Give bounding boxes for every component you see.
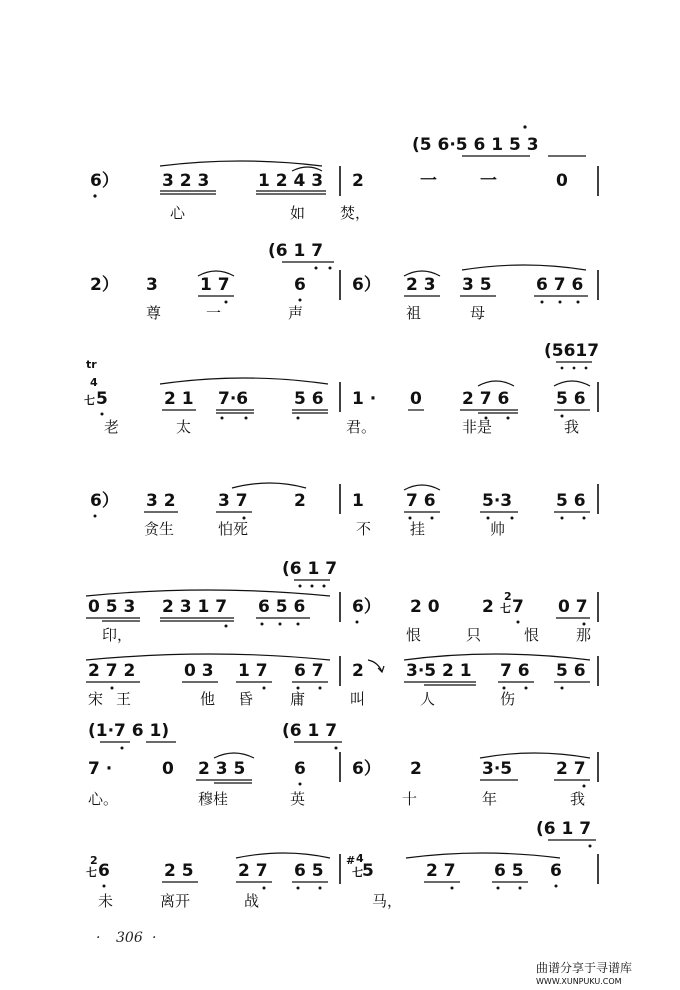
lyric: 祖 <box>406 304 422 322</box>
lyric: 印， <box>102 626 133 644</box>
lyric: 母 <box>470 304 486 322</box>
low-dot <box>573 367 576 370</box>
high-dot <box>523 125 526 128</box>
system-8 <box>86 819 598 910</box>
system-1 <box>90 125 598 222</box>
lyric: 昏 <box>238 690 254 708</box>
note-group: 0 5 3 <box>88 597 136 617</box>
slur <box>478 381 514 386</box>
low-dot <box>297 887 300 890</box>
lyric: 君。 <box>346 418 377 436</box>
note-group: 5·3 <box>482 491 513 511</box>
note-group: 2 3 <box>406 275 436 295</box>
low-dot <box>555 885 558 888</box>
grace-digit: 2 <box>90 854 98 867</box>
cue-phrase: (6 1 7 <box>282 559 338 579</box>
cue-phrase: (1·7 6 1) <box>88 721 170 741</box>
note-group: 2 3 5 <box>198 759 246 779</box>
system-7 <box>88 721 598 808</box>
lyric: 战 <box>244 892 260 910</box>
lyric: 年 <box>482 790 498 808</box>
lyric: 心。 <box>88 790 119 808</box>
note: 6） <box>352 275 381 295</box>
note-group: 5 6 <box>556 491 586 511</box>
footer <box>96 930 632 986</box>
system-5 <box>86 559 598 644</box>
trill-ornament: tr <box>86 358 97 371</box>
note: 5 <box>362 861 374 881</box>
lyric: 宋 <box>88 690 104 708</box>
low-dot <box>93 194 96 197</box>
lyric: 一 <box>206 304 222 322</box>
slur <box>160 378 328 384</box>
low-dot <box>103 885 106 888</box>
note: 1 · <box>352 389 377 409</box>
slur <box>160 161 322 166</box>
note: 6） <box>352 759 381 779</box>
low-dot <box>519 887 522 890</box>
low-dot <box>101 413 104 416</box>
low-dot <box>541 301 544 304</box>
slur <box>554 381 590 386</box>
note-group: 3 2 <box>146 491 176 511</box>
system-2 <box>90 241 598 322</box>
note-group: 7 6 <box>406 491 436 511</box>
note-group: 5 6 <box>556 389 586 409</box>
note-group: 2 7 <box>238 861 268 881</box>
note-group: 2 7 <box>556 759 586 779</box>
note: 2 <box>482 597 494 617</box>
lyric: 那 <box>576 626 592 644</box>
slur <box>406 853 560 858</box>
low-dot <box>225 301 228 304</box>
note-group: 1 2 4 3 <box>258 171 324 191</box>
lyric: 不 <box>356 520 372 538</box>
grace-mark: 七 <box>84 394 95 407</box>
lyric: 声 <box>288 304 304 322</box>
lyric: 离开 <box>160 892 191 910</box>
slur <box>232 483 306 488</box>
low-dot <box>583 517 586 520</box>
low-dot <box>319 887 322 890</box>
note: 6） <box>352 597 381 617</box>
lyric: 贪生 <box>144 520 175 538</box>
low-dot <box>245 417 248 420</box>
low-dot <box>585 367 588 370</box>
low-dot <box>577 301 580 304</box>
lyric: 英 <box>290 790 306 808</box>
note-group: 0 3 <box>184 661 214 681</box>
note: 1 <box>352 491 364 511</box>
lyric: 老 <box>104 418 120 436</box>
note-group: 3 2 3 <box>162 171 210 191</box>
note-group: 2 7 2 <box>88 661 136 681</box>
low-dot <box>297 623 300 626</box>
low-dot <box>225 625 228 628</box>
note: 2） <box>90 275 119 295</box>
low-dot <box>583 785 586 788</box>
low-dot <box>319 687 322 690</box>
cue-phrase: (5617 <box>544 341 600 361</box>
note-group: 0 7 <box>558 597 588 617</box>
low-dot <box>323 585 326 588</box>
note: 6） <box>90 491 119 511</box>
low-dot <box>297 417 300 420</box>
low-dot <box>517 621 520 624</box>
low-dot <box>335 747 338 750</box>
low-dot <box>299 783 302 786</box>
watermark-title: 曲谱分享于寻谱库 <box>536 961 633 975</box>
note-group: 7 6 <box>500 661 530 681</box>
low-dot <box>279 623 282 626</box>
lyric: 他 <box>200 690 216 708</box>
lyric: 人 <box>420 690 436 708</box>
lyric: 我 <box>570 790 586 808</box>
cue-phrase: (6 1 7 <box>536 819 592 839</box>
low-dot <box>559 301 562 304</box>
lyric: 马， <box>372 892 403 910</box>
note-group: 2 1 <box>164 389 194 409</box>
lyric: 太 <box>176 418 192 436</box>
low-dot <box>497 887 500 890</box>
meter-mark: 4 <box>356 852 364 865</box>
note: 3 <box>146 275 158 295</box>
low-dot <box>561 517 564 520</box>
note-group: 5 6 <box>556 661 586 681</box>
system-6 <box>86 654 598 708</box>
lyric: 伤 <box>500 690 516 708</box>
note-group: 2 3 1 7 <box>162 597 228 617</box>
note-group: 6 5 6 <box>258 597 306 617</box>
low-dot <box>511 517 514 520</box>
rest: 0 <box>162 759 174 779</box>
low-dot <box>431 517 434 520</box>
meter-mark: 4 <box>90 376 98 389</box>
note-group: 6 5 <box>294 861 324 881</box>
note-group: 3 5 <box>462 275 492 295</box>
low-dot <box>263 687 266 690</box>
note-group: 7·6 <box>218 389 249 409</box>
watermark-url: WWW.XUNPUKU.COM <box>536 977 622 986</box>
note: 6 <box>550 861 562 881</box>
slur <box>480 753 590 758</box>
low-dot <box>356 621 359 624</box>
note-group: 3·5 2 1 <box>406 661 472 681</box>
slur <box>214 753 254 758</box>
lyric: 如 <box>290 204 306 222</box>
page-number: 306 <box>116 930 143 946</box>
low-dot <box>111 687 114 690</box>
note-group: 3·5 <box>482 759 513 779</box>
lyric: 非是 <box>462 418 493 436</box>
low-dot <box>561 367 564 370</box>
note-group: 1 7 <box>200 275 230 295</box>
note-group: 3 7 <box>218 491 248 511</box>
lyric: 怕死 <box>218 520 249 538</box>
grace-mark: 七 <box>500 602 511 615</box>
note-group: 6 5 <box>494 861 524 881</box>
note: 2 <box>294 491 306 511</box>
note: 2 <box>352 171 364 191</box>
lyric: 叫 <box>350 690 366 708</box>
note: 5 <box>96 389 108 409</box>
low-dot <box>121 747 124 750</box>
sharp-sign: # <box>346 854 356 867</box>
low-dot <box>329 267 332 270</box>
system-4 <box>90 483 598 538</box>
low-dot <box>261 623 264 626</box>
lyric: 恨 <box>406 626 422 644</box>
note-group: 2 0 <box>410 597 440 617</box>
note-group: 5 6 <box>294 389 324 409</box>
slur <box>462 265 586 270</box>
note-group: 2 7 6 <box>462 389 510 409</box>
low-dot <box>561 687 564 690</box>
cue-phrase: (5 6·5 6 1 5 3 <box>412 135 539 155</box>
low-dot <box>221 417 224 420</box>
note: 2 <box>410 759 422 779</box>
lyric: 挂 <box>410 520 426 538</box>
note: 6 <box>294 275 306 295</box>
lyric: 帅 <box>490 520 506 538</box>
low-dot <box>299 299 302 302</box>
lyric: 庸 <box>290 690 306 708</box>
cue-phrase: (6 1 7 <box>282 721 338 741</box>
page-number-left-dot: · <box>96 930 101 946</box>
low-dot <box>94 515 97 518</box>
dash: 一 <box>480 171 497 191</box>
note-group: 2 5 <box>164 861 194 881</box>
breath-arrow <box>368 660 384 672</box>
system-3 <box>84 341 599 436</box>
lyric: 恨 <box>524 626 540 644</box>
lyric: 未 <box>98 892 114 910</box>
lyric: 十 <box>402 790 418 808</box>
lyric: 尊 <box>146 304 162 322</box>
note-group: 2 7 <box>426 861 456 881</box>
lyric: 王 <box>116 690 132 708</box>
note: 2 <box>352 661 364 681</box>
lyric: 穆桂 <box>198 790 229 808</box>
low-dot <box>315 267 318 270</box>
low-dot <box>451 887 454 890</box>
note: 7 · <box>88 759 113 779</box>
slur <box>404 485 440 490</box>
slur <box>236 853 330 858</box>
low-dot <box>311 585 314 588</box>
low-dot <box>507 417 510 420</box>
note-group: 6 7 6 <box>536 275 584 295</box>
low-dot <box>263 887 266 890</box>
lyric: 我 <box>564 418 580 436</box>
cue-phrase: (6 1 7 <box>268 241 324 261</box>
lyric: 只 <box>466 626 482 644</box>
low-dot <box>589 845 592 848</box>
note: 6 <box>98 861 110 881</box>
dash: 一 <box>420 171 437 191</box>
note: 6 <box>294 759 306 779</box>
grace-digit: 2 <box>504 590 512 603</box>
note-group: 1 7 <box>238 661 268 681</box>
note: 6） <box>90 171 119 191</box>
grace-mark: 七 <box>86 866 97 879</box>
page-number-right-dot: · <box>152 930 157 946</box>
rest: 0 <box>556 171 568 191</box>
low-dot <box>525 687 528 690</box>
slur <box>86 654 330 660</box>
low-dot <box>299 585 302 588</box>
note: 7 <box>512 597 524 617</box>
grace-mark: 七 <box>352 866 363 879</box>
note-group: 6 7 <box>294 661 324 681</box>
lyric: 焚， <box>340 204 371 222</box>
slur <box>404 654 590 660</box>
lyric: 心 <box>170 204 186 222</box>
rest: 0 <box>410 389 422 409</box>
slur <box>86 590 330 596</box>
